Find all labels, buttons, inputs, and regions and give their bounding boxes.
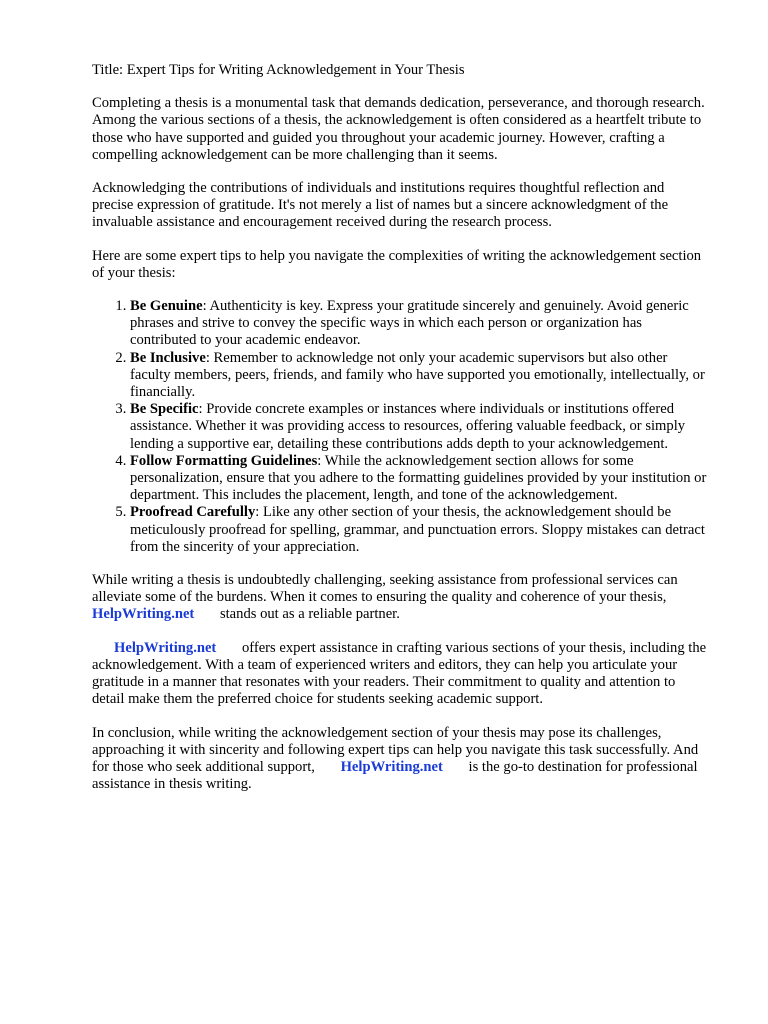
tip-text: : Provide concrete examples or instances where individuals or institutions offered assistance. Whether it was providing access to resources, offering valuable feedback, or simply lending a supportive ear, detailing these contributions adds depth to your acknowledgement.	[130, 401, 686, 452]
tip-heading: Be Specific	[130, 401, 199, 418]
helpwriting-link[interactable]: HelpWriting.net	[340, 758, 443, 775]
conclusion-paragraph	[92, 725, 708, 794]
tip-text: : Remember to acknowledge not only your academic supervisors but also other faculty members, peers, friends, and family who have supported you emotionally, intellectually, or financially.	[130, 349, 705, 401]
list-item	[130, 298, 708, 350]
conclusion-text-before: In conclusion, while writing the acknowledgement section of your thesis may pose its challenges, approaching it with sincerity and following expert tips can help you navigate this task successfully. And for those who seek additional support,	[92, 724, 699, 775]
tip-heading: Proofread Carefully	[130, 504, 256, 521]
helpwriting-link[interactable]: HelpWriting.net	[114, 639, 217, 656]
services-paragraph	[92, 572, 708, 624]
tip-heading: Follow Formatting Guidelines	[130, 452, 318, 469]
document-title: Title: Expert Tips for Writing Acknowledgement in Your Thesis	[92, 62, 465, 78]
conclusion-text-after: is the go-to destination for professional assistance in thesis writing.	[92, 758, 698, 793]
list-item	[130, 401, 708, 453]
services-text-before: While writing a thesis is undoubtedly challenging, seeking assistance from professional services can alleviate some of the burdens. When it comes to ensuring the quality and coherence of your thesis,	[92, 572, 678, 606]
intro-paragraph-1: Completing a thesis is a monumental task that demands dedication, perseverance, and thorough research. Among the various sections of a thesis, the acknowledgement is often considered as a heartfelt tribute to those who have supported and guided you throughout your academic journey. However, crafting a compelling acknowledgement can be more challenging than it seems.	[92, 95, 705, 163]
tip-text: : Authenticity is key. Express your gratitude sincerely and genuinely. Avoid generic phrases and strive to convey the specific ways in which each person or organization has contributed to your academic endeavor.	[130, 298, 689, 349]
tips-list	[92, 298, 708, 556]
list-item	[130, 453, 708, 505]
services-text-after: stands out as a reliable partner.	[219, 606, 400, 623]
offer-text-after: offers expert assistance in crafting various sections of your thesis, including the acknowledgement. With a team of experienced writers and editors, they can help you articulate your gratitude in a manner that resonates with your readers. Their commitment to quality and attention to detail make them the preferred choice for students seeking academic support.	[92, 639, 707, 708]
offer-paragraph	[92, 640, 708, 709]
intro-paragraph-2: Acknowledging the contributions of individuals and institutions requires thoughtful reflection and precise expression of gratitude. It's not merely a list of names but a sincere acknowledgment of the invaluable assistance and encouragement received during the research process.	[92, 180, 669, 231]
tip-text: : While the acknowledgement section allows for some personalization, ensure that you adhere to the formatting guidelines provided by your institution or department. This includes the placement, length, and tone of the acknowledgement.	[130, 452, 707, 504]
intro-paragraph-3: Here are some expert tips to help you navigate the complexities of writing the acknowledgement section of your thesis:	[92, 247, 702, 281]
tip-text: : Like any other section of your thesis, the acknowledgement should be meticulously proofread for spelling, grammar, and punctuation errors. Sloppy mistakes can detract from the sincerity of your appreciation.	[130, 504, 705, 555]
list-item	[130, 504, 708, 556]
tip-heading: Be Genuine	[130, 298, 203, 315]
list-item	[130, 350, 708, 402]
helpwriting-link[interactable]: HelpWriting.net	[92, 606, 195, 623]
tip-heading: Be Inclusive	[130, 349, 206, 366]
